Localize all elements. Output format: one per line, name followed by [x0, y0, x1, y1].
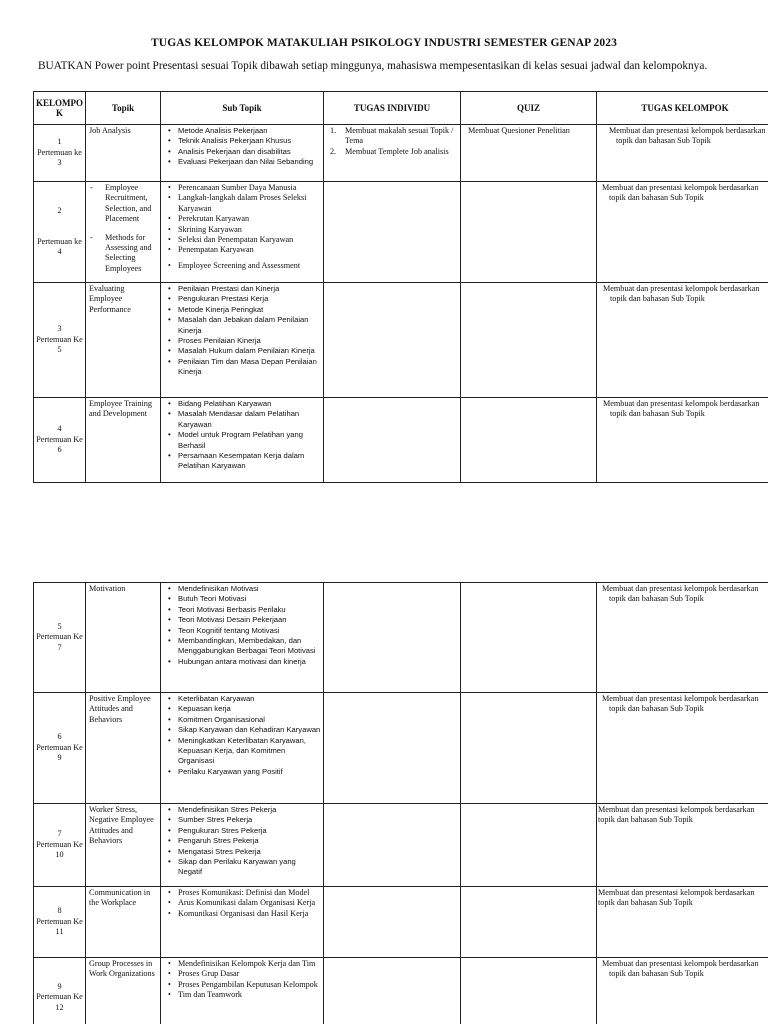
- sub-topik-item: • Kepuasan kerja: [165, 704, 321, 714]
- quiz-cell: [461, 125, 597, 182]
- tugas-individu-text: Membuat Templete Job analisis: [345, 146, 449, 156]
- topik-text: Motivation: [89, 584, 126, 593]
- table-header-row: [34, 92, 768, 125]
- sub-topik-item: • Sikap Karyawan dan Kehadiran Karyawan: [165, 725, 321, 735]
- kelompok-cell: [34, 693, 86, 804]
- tugas-kelompok-text: Membuat dan presentasi kelompok berdasarkan topik dan bahasan Sub Topik: [598, 805, 755, 825]
- sub-topik-item: • Perilaku Karyawan yang Positif: [165, 767, 321, 777]
- sub-topik-cell: [161, 125, 324, 182]
- topik-item: - Methods for Assessing and Selecting Employees: [90, 232, 152, 273]
- tugas-individu-cell: [324, 125, 461, 182]
- tugas-individu-cell: [324, 887, 461, 958]
- topik-cell: [86, 398, 161, 483]
- tugas-kelompok-cell: [597, 398, 768, 483]
- tugas-kelompok-cell: [597, 693, 768, 804]
- tugas-kelompok-cell: [597, 583, 768, 693]
- header-topik: Topik: [86, 92, 161, 125]
- sub-topik-item: • Masalah dan Jebakan dalam Penilaian Kinerja: [165, 315, 321, 336]
- quiz-cell: [461, 182, 597, 283]
- table-row: [34, 398, 768, 483]
- sub-topik-item: • Teori Kognitif tentang Motivasi: [165, 626, 321, 636]
- tugas-kelompok-cell: [597, 182, 768, 283]
- sub-topik-item: • Seleksi dan Penempatan Karyawan: [165, 235, 321, 245]
- sub-topik-item: • Komunikasi Organisasi dan Hasil Kerja: [165, 909, 321, 919]
- sub-topik-item: • Perencanaan Sumber Daya Manusia: [165, 183, 321, 193]
- table-row: [34, 182, 768, 283]
- table-row: [34, 958, 768, 1024]
- header-quiz: QUIZ: [461, 92, 597, 125]
- tugas-kelompok-text: Membuat dan presentasi kelompok berdasarkan topik dan bahasan Sub Topik: [603, 284, 760, 304]
- pertemuan-label: Pertemuan ke 4: [37, 236, 82, 257]
- quiz-cell: [461, 958, 597, 1024]
- sub-topik-cell: [161, 182, 324, 283]
- sub-topik-cell: [161, 283, 324, 398]
- sub-topik-list: [165, 284, 321, 378]
- topik-text: Employee Training and Development: [89, 399, 152, 419]
- tugas-kelompok-cell: [597, 804, 768, 887]
- sub-topik-item: • Pengukuran Stres Pekerja: [165, 826, 321, 836]
- table-row: [34, 583, 768, 693]
- kelompok-number: 7: [57, 829, 62, 839]
- sub-topik-item: • Pengaruh Stres Pekerja: [165, 836, 321, 846]
- tugas-individu-cell: [324, 182, 461, 283]
- topik-cell: [86, 804, 161, 887]
- table-row: [34, 125, 768, 182]
- tugas-kelompok-text: Membuat dan presentasi kelompok berdasarkan topik dan bahasan Sub Topik: [602, 183, 759, 203]
- pertemuan-label: Pertemuan Ke 7: [36, 632, 83, 652]
- assignment-table-part-1: [33, 91, 768, 483]
- sub-topik-list: [165, 959, 321, 1001]
- kelompok-number: 3: [57, 324, 62, 334]
- quiz-cell: [461, 398, 597, 483]
- sub-topik-list: [165, 805, 321, 878]
- topik-text: Evaluating Employee Performance: [89, 284, 131, 314]
- sub-topik-item: • Mendefinisikan Stres Pekerja: [165, 805, 321, 815]
- topik-text: Communication in the Workplace: [89, 888, 151, 908]
- sub-topik-cell: [161, 887, 324, 958]
- sub-topik-item: • Proses Grup Dasar: [165, 969, 321, 979]
- kelompok-cell: [34, 583, 86, 693]
- sub-topik-item: • Mengatasi Stres Pekerja: [165, 847, 321, 857]
- sub-topik-item: • Langkah-langkah dalam Proses Seleksi Karyawan: [165, 193, 321, 214]
- sub-topik-item: • Employee Screening and Assessment: [165, 261, 321, 271]
- topik-text: Methods for Assessing and Selecting Employees: [105, 232, 152, 273]
- topik-cell: [86, 583, 161, 693]
- sub-topik-list: [165, 399, 321, 472]
- header-sub-topik: Sub Topik: [161, 92, 324, 125]
- sub-topik-list: [165, 261, 321, 271]
- sub-topik-list: [165, 183, 321, 256]
- tugas-kelompok-text: Membuat dan presentasi kelompok berdasarkan topik dan bahasan Sub Topik: [602, 959, 759, 979]
- topik-cell: [86, 283, 161, 398]
- table-row: [34, 887, 768, 958]
- tugas-kelompok-text: Membuat dan presentasi kelompok berdasarkan topik dan bahasan Sub Topik: [609, 126, 766, 146]
- tugas-individu-cell: [324, 583, 461, 693]
- topik-cell: [86, 693, 161, 804]
- sub-topik-item: • Mendefinisikan Kelompok Kerja dan Tim: [165, 959, 321, 969]
- tugas-kelompok-text: Membuat dan presentasi kelompok berdasarkan topik dan bahasan Sub Topik: [602, 694, 759, 714]
- table-row: [34, 283, 768, 398]
- kelompok-cell: [34, 804, 86, 887]
- pertemuan-label: Pertemuan Ke 6: [36, 434, 83, 455]
- sub-topik-item: • Proses Komunikasi: Definisi dan Model: [165, 888, 321, 898]
- topik-cell: [86, 887, 161, 958]
- sub-topik-item: • Proses Pengambilan Keputusan Kelompok: [165, 980, 321, 990]
- pertemuan-label: Pertemuan ke 3: [37, 147, 82, 168]
- pertemuan-label: Pertemuan Ke 10: [36, 839, 83, 860]
- table-row: [34, 804, 768, 887]
- sub-topik-item: • Butuh Teori Motivasi: [165, 594, 321, 604]
- sub-topik-item: • Mendefinisikan Motivasi: [165, 584, 321, 594]
- kelompok-cell: [34, 182, 86, 283]
- sub-topik-item: • Model untuk Program Pelatihan yang Berhasil: [165, 430, 321, 451]
- sub-topik-item: • Penilaian Tim dan Masa Depan Penilaian Kinerja: [165, 357, 321, 378]
- header-tugas-kelompok: TUGAS KELOMPOK: [597, 92, 768, 125]
- sub-topik-item: • Keterlibatan Karyawan: [165, 694, 321, 704]
- kelompok-number: 1: [57, 137, 62, 147]
- sub-topik-item: • Sumber Stres Pekerja: [165, 815, 321, 825]
- sub-topik-cell: [161, 693, 324, 804]
- sub-topik-item: • Metode Kinerja Peringkat: [165, 305, 321, 315]
- tugas-individu-cell: [324, 958, 461, 1024]
- table-row: [34, 693, 768, 804]
- tugas-kelompok-text: Membuat dan presentasi kelompok berdasarkan topik dan bahasan Sub Topik: [602, 584, 759, 604]
- tugas-kelompok-cell: [597, 283, 768, 398]
- sub-topik-item: • Hubungan antara motivasi dan kinerja: [165, 657, 321, 667]
- tugas-kelompok-cell: [597, 887, 768, 958]
- topik-text: Positive Employee Attitudes and Behaviors: [89, 694, 151, 724]
- kelompok-number: 6: [57, 732, 62, 742]
- kelompok-number: 8: [57, 906, 62, 916]
- sub-topik-item: • Meningkatkan Keterlibatan Karyawan, Kepuasan Kerja, dan Komitmen Organisasi: [165, 736, 321, 767]
- sub-topik-item: • Teori Motivasi Berbasis Perilaku: [165, 605, 321, 615]
- quiz-cell: [461, 583, 597, 693]
- document-instructions: BUATKAN Power point Presentasi sesuai Topik dibawah setiap minggunya, mahasiswa mempesentasikan di kelas sesuai jadwal dan kelompoknya.: [38, 60, 708, 72]
- sub-topik-item: • Arus Komunikasi dalam Organisasi Kerja: [165, 898, 321, 908]
- sub-topik-item: • Bidang Pelatihan Karyawan: [165, 399, 321, 409]
- tugas-individu-cell: [324, 804, 461, 887]
- sub-topik-item: • Membandingkan, Membedakan, dan Menggabungkan Berbagai Teori Motivasi: [165, 636, 321, 657]
- sub-topik-item: • Evaluasi Pekerjaan dan Nilai Sebanding: [165, 157, 321, 167]
- quiz-cell: [461, 283, 597, 398]
- sub-topik-item: • Teori Motivasi Desain Pekerjaan: [165, 615, 321, 625]
- topik-cell: [86, 125, 161, 182]
- sub-topik-item: • Skrining Karyawan: [165, 225, 321, 235]
- kelompok-number: 2: [57, 206, 62, 216]
- tugas-individu-cell: [324, 693, 461, 804]
- assignment-table-part-2: [33, 582, 768, 1024]
- sub-topik-item: • Metode Analisis Pekerjaan: [165, 126, 321, 136]
- sub-topik-list: [165, 584, 321, 667]
- quiz-text: Membuat Quesioner Penelitian: [468, 126, 570, 135]
- kelompok-cell: [34, 398, 86, 483]
- pertemuan-label: Pertemuan Ke 11: [36, 916, 83, 937]
- sub-topik-item: • Sikap dan Perilaku Karyawan yang Negatif: [165, 857, 321, 878]
- tugas-individu-item: 2. Membuat Templete Job analisis: [330, 146, 449, 156]
- tugas-kelompok-cell: [597, 958, 768, 1024]
- sub-topik-item: • Proses Penilaian Kinerja: [165, 336, 321, 346]
- sub-topik-item: • Analisis Pekerjaan dan disabilitas: [165, 147, 321, 157]
- sub-topik-item: • Penilaian Prestasi dan Kinerja: [165, 284, 321, 294]
- sub-topik-item: • Masalah Mendasar dalam Pelatihan Karyawan: [165, 409, 321, 430]
- tugas-kelompok-text: Membuat dan presentasi kelompok berdasarkan topik dan bahasan Sub Topik: [603, 399, 760, 419]
- header-tugas-individu: TUGAS INDIVIDU: [324, 92, 461, 125]
- topik-text: Worker Stress, Negative Employee Attitudes and Behaviors: [89, 805, 154, 846]
- sub-topik-item: • Persamaan Kesempatan Kerja dalam Pelatihan Karyawan: [165, 451, 321, 472]
- topik-cell: [86, 182, 161, 283]
- kelompok-number: 5: [57, 621, 62, 631]
- sub-topik-list: [165, 126, 321, 168]
- sub-topik-item: • Masalah Hukum dalam Penilaian Kinerja: [165, 346, 321, 356]
- quiz-cell: [461, 693, 597, 804]
- sub-topik-cell: [161, 958, 324, 1024]
- topik-text: Job Analysis: [89, 126, 131, 135]
- tugas-kelompok-cell: [597, 125, 768, 182]
- kelompok-cell: [34, 283, 86, 398]
- topik-text: Group Processes in Work Organizations: [89, 959, 155, 979]
- tugas-individu-cell: [324, 398, 461, 483]
- kelompok-number: 4: [57, 424, 62, 434]
- topik-cell: [86, 958, 161, 1024]
- sub-topik-item: • Penempatan Karyawan: [165, 245, 321, 255]
- tugas-kelompok-text: Membuat dan presentasi kelompok berdasarkan topik dan bahasan Sub Topik: [598, 888, 755, 908]
- sub-topik-item: • Teknik Analisis Pekerjaan Khusus: [165, 136, 321, 146]
- kelompok-number: 9: [57, 981, 62, 991]
- quiz-cell: [461, 887, 597, 958]
- sub-topik-item: • Perekrutan Karyawan: [165, 214, 321, 224]
- sub-topik-list: [165, 888, 321, 919]
- sub-topik-item: • Tim dan Teamwork: [165, 990, 321, 1000]
- pertemuan-label: Pertemuan Ke 9: [36, 742, 83, 763]
- pertemuan-label: Pertemuan Ke 12: [36, 992, 83, 1012]
- pertemuan-label: Pertemuan Ke 5: [36, 334, 83, 355]
- sub-topik-cell: [161, 398, 324, 483]
- tugas-individu-item: 1. Membuat makalah sesuai Topik / Tema: [330, 126, 454, 146]
- tugas-individu-list: [327, 126, 457, 157]
- header-kelompok: KELOMPO K: [34, 92, 86, 125]
- sub-topik-list: [165, 694, 321, 777]
- tugas-individu-text: Membuat makalah sesuai Topik / Tema: [345, 126, 454, 146]
- sub-topik-item: • Komitmen Organisasional: [165, 715, 321, 725]
- kelompok-cell: [34, 958, 86, 1024]
- sub-topik-item: • Pengukuran Prestasi Kerja: [165, 294, 321, 304]
- sub-topik-cell: [161, 583, 324, 693]
- kelompok-cell: [34, 887, 86, 958]
- kelompok-cell: [34, 125, 86, 182]
- quiz-cell: [461, 804, 597, 887]
- topik-text: Employee Recruitment, Selection, and Placement: [105, 183, 152, 224]
- topik-item: - Employee Recruitment, Selection, and Placement: [90, 183, 152, 224]
- tugas-individu-cell: [324, 283, 461, 398]
- sub-topik-cell: [161, 804, 324, 887]
- document-title: TUGAS KELOMPOK MATAKULIAH PSIKOLOGY INDUSTRI SEMESTER GENAP 2023: [151, 37, 617, 49]
